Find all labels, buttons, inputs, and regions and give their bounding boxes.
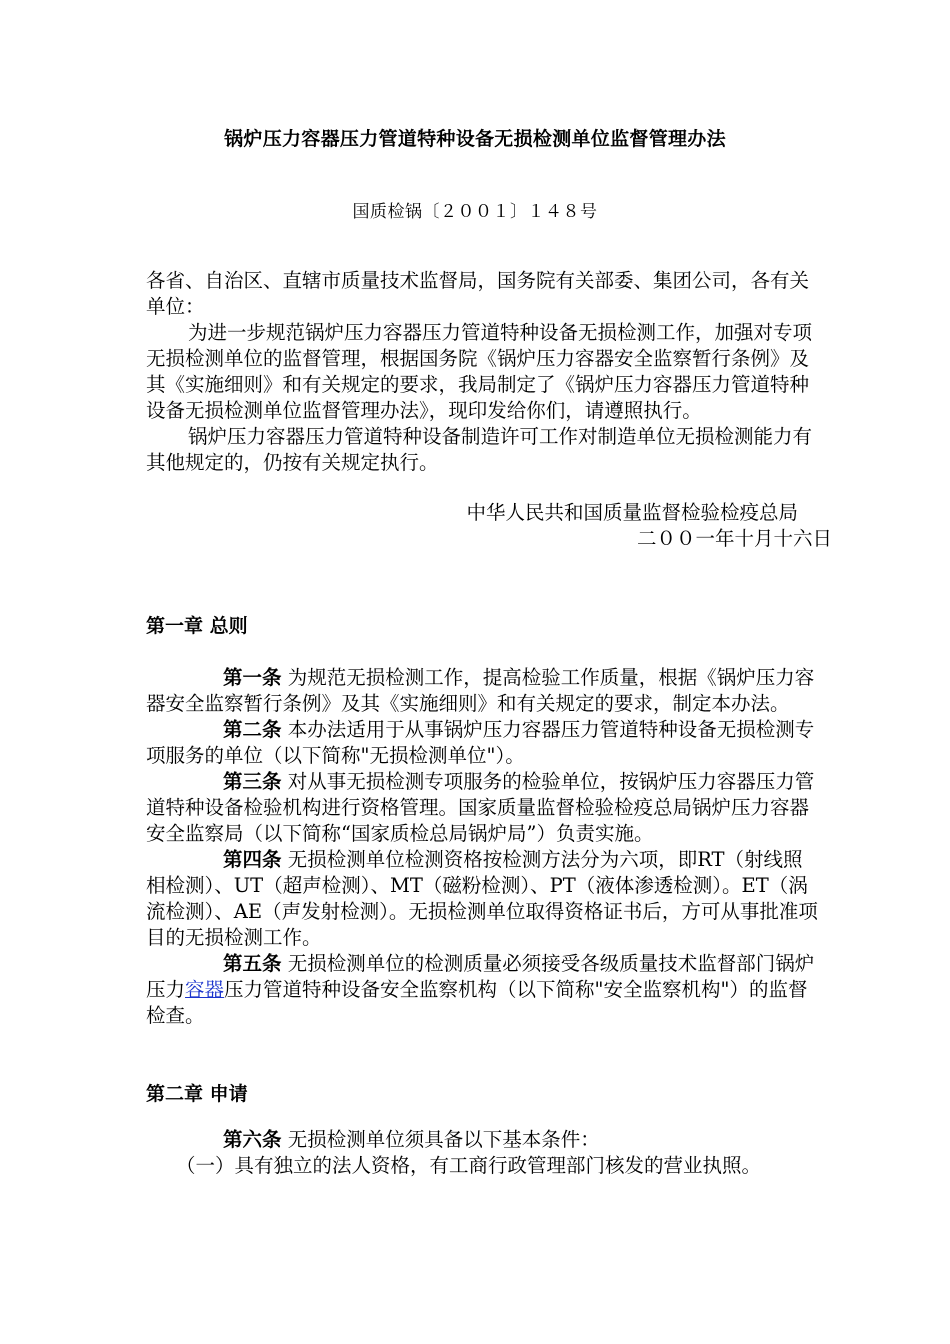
article xyxy=(146,717,818,769)
chapter-1-section xyxy=(146,613,818,1029)
issuer: 中华人民共和国质量监督检验检疫总局 xyxy=(466,501,798,524)
article-text: 压力管道特种设备安全监察机构（以下简称"安全监察机构"）的监督检查。 xyxy=(146,978,808,1027)
article xyxy=(146,847,818,951)
document-title: 锅炉压力容器压力管道特种设备无损检测单位监督管理办法 xyxy=(224,128,726,150)
article-text: 对从事无损检测专项服务的检验单位，按锅炉压力容器压力管道特种设备检验机构进行资格管理。国家质量监督检验检疫总局锅炉压力容器安全监察局（以下简称“国家质检总局锅炉局”）负责实施。 xyxy=(146,770,815,845)
article-text: 为规范无损检测工作，提高检验工作质量，根据《锅炉压力容器安全监察暂行条例》及其《实施细则》和有关规定的要求，制定本办法。 xyxy=(146,666,815,715)
article-label: 第五条 xyxy=(223,952,282,975)
article-text: 无损检测单位检测资格按检测方法分为六项，即RT（射线照相检测）、UT（超声检测）、MT（磁粉检测）、PT（液体渗透检测）。ET（涡流检测）、AE（声发射检测）。无损检测单位取得资格证书后，方可从事批准项目的无损检测工作。 xyxy=(146,848,818,949)
article-label: 第一条 xyxy=(223,666,282,689)
article-label: 第三条 xyxy=(223,770,282,793)
article-label: 第二条 xyxy=(223,718,282,741)
article-text: 本办法适用于从事锅炉压力容器压力管道特种设备无损检测专项服务的单位（以下简称"无损检测单位"）。 xyxy=(146,718,815,767)
document-number: 国质检锅〔２００１〕１４８号 xyxy=(352,202,598,222)
chapter-heading: 第一章 总则 xyxy=(146,615,248,637)
issue-date: 二００一年十月十六日 xyxy=(636,527,832,550)
article-label: 第四条 xyxy=(223,848,282,871)
notice-section xyxy=(146,268,832,552)
article-text: 无损检测单位的检测质量必须接受各级质量技术监督部门锅炉压力 xyxy=(146,952,815,1001)
article-label: 第六条 xyxy=(223,1128,282,1151)
chapter-2-section xyxy=(146,1081,818,1179)
article xyxy=(146,769,818,847)
article xyxy=(146,1127,818,1153)
article xyxy=(146,665,818,717)
recipients: 各省、自治区、直辖市质量技术监督局，国务院有关部委、集团公司，各有关单位： xyxy=(146,269,810,318)
container-link[interactable]: 容器 xyxy=(185,978,225,1001)
list-item: （一）具有独立的法人资格，有工商行政管理部门核发的营业执照。 xyxy=(176,1154,762,1177)
article xyxy=(146,951,818,1029)
chapter-heading: 第二章 申请 xyxy=(146,1083,248,1105)
intro-paragraph: 为进一步规范锅炉压力容器压力管道特种设备无损检测工作，加强对专项无损检测单位的监督管理，根据国务院《锅炉压力容器安全监察暂行条例》及其《实施细则》和有关规定的要求，我局制定了《锅炉压力容器压力管道特种设备无损检测单位监督管理办法》，现印发给你们，请遵照执行。 xyxy=(146,321,813,422)
article-text: 无损检测单位须具备以下基本条件： xyxy=(281,1128,600,1151)
intro-paragraph: 锅炉压力容器压力管道特种设备制造许可工作对制造单位无损检测能力有其他规定的，仍按有关规定执行。 xyxy=(146,425,813,474)
